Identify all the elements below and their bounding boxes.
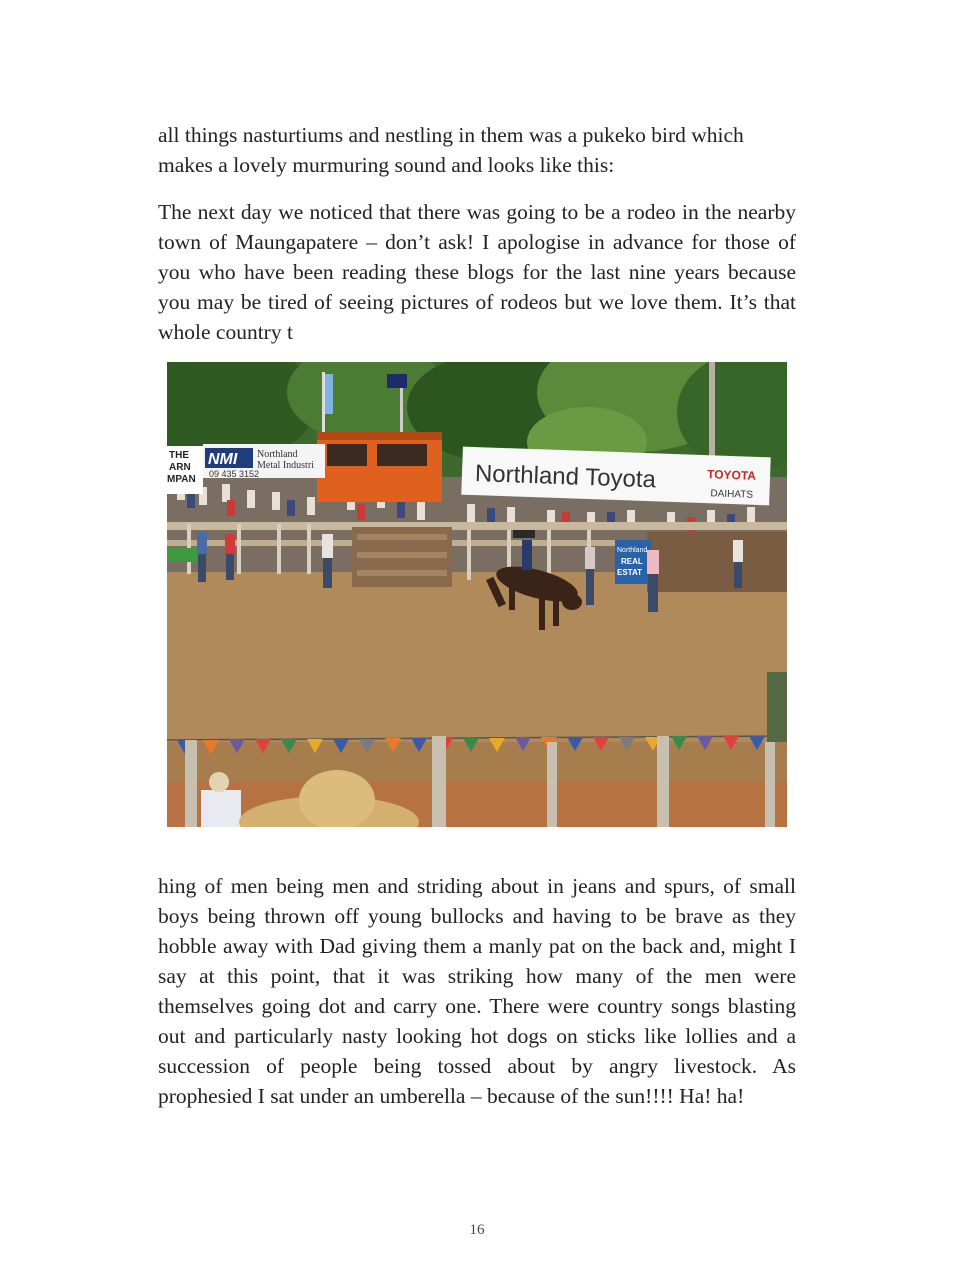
- toyota-banner-text: Northland Toyota: [474, 460, 657, 494]
- page-number: 16: [469, 1222, 485, 1238]
- daihatsu-text: DAIHATS: [710, 488, 754, 501]
- estate-line1: Northland: [617, 547, 648, 554]
- nmi-line1: Northland: [257, 449, 298, 460]
- rodeo-photo: [167, 362, 787, 827]
- toyota-brand-text: TOYOTA: [706, 467, 757, 483]
- sign-left-mid: ARN: [169, 462, 191, 473]
- nmi-line2: Metal Industri: [257, 460, 314, 471]
- nmi-phone: 09 435 3152: [209, 469, 260, 479]
- sign-left-top: THE: [169, 450, 189, 461]
- sign-left-bot: MPAN: [167, 474, 196, 485]
- estate-line3: ESTAT: [617, 568, 643, 577]
- paragraph-rodeo-intro: The next day we noticed that there was going to be a rodeo in the nearby town of Maungapatere – don’t ask! I apologise in advance for those of you who have been reading these blogs for the last nine years because you may be tired of seeing pictures of rodeos but we love them. It’s that whole country t: [158, 200, 796, 344]
- nmi-logo-text: NMI: [208, 451, 238, 468]
- estate-line2: REAL: [621, 557, 643, 566]
- paragraph-rodeo-description: hing of men being men and striding about in jeans and spurs, of small boys being thrown off young bullocks and having to be brave as they hobble away with Dad giving them a manly pat on the back and, might I say at this point, that it was striking how many of the men were themselves going dot and carry one. There were country songs blasting out and particularly nasty looking hot dogs on sticks like lollies and a succession of people being tossed about by angry livestock. As prophesied I sat under an umberella – because of the sun!!!! Ha! ha!: [158, 874, 796, 1108]
- paragraph-pukeko: all things nasturtiums and nestling in them was a pukeko bird which makes a lovely murmuring sound and looks like this:: [158, 123, 744, 177]
